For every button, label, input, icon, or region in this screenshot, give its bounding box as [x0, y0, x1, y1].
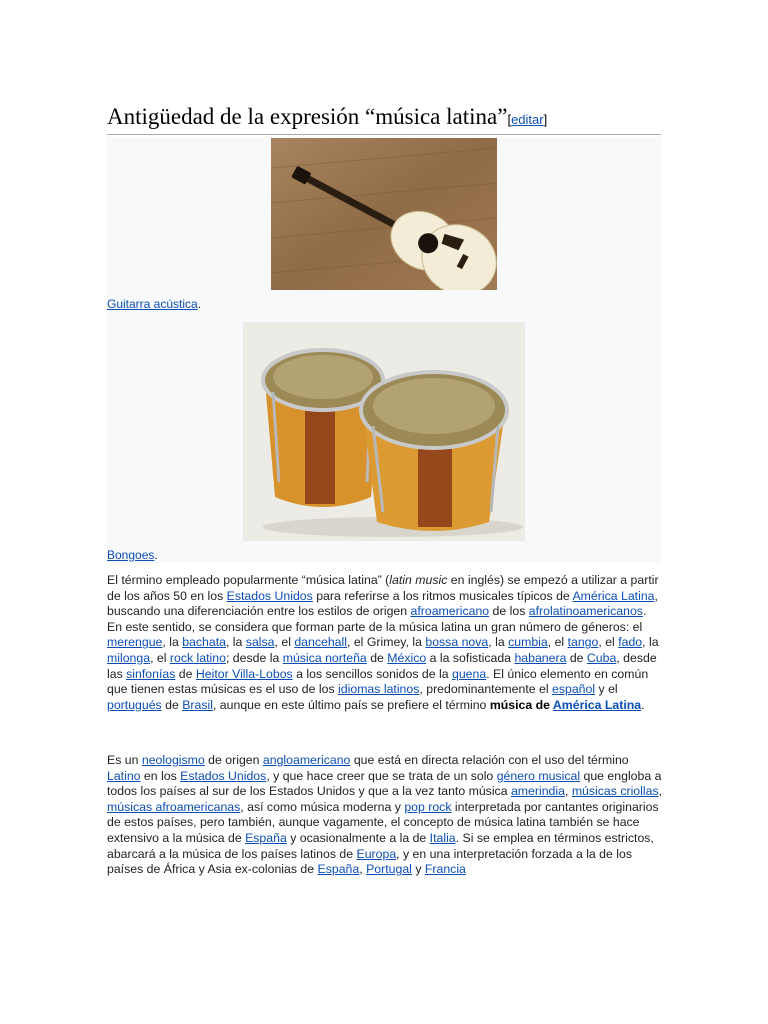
link-espanol[interactable]: español [552, 682, 596, 697]
link-brasil[interactable]: Brasil [182, 697, 213, 712]
section-heading [107, 104, 661, 135]
paragraph-neologism: Es un neologismo de origen angloamericano que está en directa relación con el uso del término Latino en los Estados Unidos, y que hace creer que se trata de un solo género musical que engloba a todos los países al sur de los Estados Unidos y que a la vez tanto música amerindia, músicas criollas, músicas afroamericanas, así como música moderna y pop rock interpretada por cantantes originarios de estos países, pero también, aunque vagamente, el concepto de música latina también se hace extensivo a la música de España y ocasionalmente a la de Italia. Si se emplea en términos estrictos, abarcará a la música de los países latinos de Europa, y en una interpretación forzada a la de los países de África y Asia ex-colonias de España, Portugal y Francia [107, 753, 663, 877]
link-heitor-villa-lobos[interactable]: Heitor Villa-Lobos [195, 666, 293, 681]
link-europa[interactable]: Europa [356, 846, 397, 861]
link-habanera[interactable]: habanera [514, 650, 567, 665]
link-afrolatinoamericanos[interactable]: afrolatinoamericanos [528, 604, 643, 619]
link-estados-unidos[interactable]: Estados Unidos [226, 588, 313, 603]
link-espana-2[interactable]: España [317, 862, 360, 877]
link-estados-unidos-2[interactable]: Estados Unidos [180, 768, 267, 783]
link-latino[interactable]: Latino [107, 768, 141, 783]
link-musica-nortena[interactable]: música norteña [282, 650, 367, 665]
link-afroamericano[interactable]: afroamericano [410, 604, 490, 619]
link-idiomas-latinos[interactable]: idiomas latinos [338, 682, 420, 697]
link-rock-latino[interactable]: rock latino [169, 650, 226, 665]
section-title: Antigüedad de la expresión “música latina” [107, 104, 508, 129]
paragraph-origin: El término empleado popularmente “música latina” (latin music en inglés) se empezó a utilizar a partir de los años 50 en los Estados Unidos para referirse a los ritmos musicales típicos de América Latina, buscando una diferenciación entre los estilos de origen afroamericano de los afrolatinoamericanos. En este sentido, se considera que forman parte de la música latina un gran número de géneros: el merengue, la bachata, la salsa, el dancehall, el Grimey, la bossa nova, la cumbia, el tango, el fado, la milonga, el rock latino; desde la música norteña de México a la sofisticada habanera de Cuba, desde las sinfonías de Heitor Villa-Lobos a los sencillos sonidos de la quena. El único elemento en común que tienen estas músicas es el uso de los idiomas latinos, predominantemente el español y el portugués de Brasil, aunque en este último país se prefiere el término música de América Latina. [107, 573, 659, 712]
figure-caption: Bongoes. [107, 548, 158, 562]
link-amerindia[interactable]: amerindia [510, 784, 565, 799]
link-angloamericano[interactable]: angloamericano [262, 753, 351, 767]
link-bachata[interactable]: bachata [182, 635, 226, 650]
link-tango[interactable]: tango [567, 635, 599, 650]
link-dancehall[interactable]: dancehall [294, 635, 347, 650]
guitar-image [271, 138, 497, 290]
link-neologismo[interactable]: neologismo [141, 753, 205, 767]
link-bossa-nova[interactable]: bossa nova [425, 635, 489, 650]
link-america-latina-bold[interactable]: América Latina [552, 697, 642, 712]
link-merengue[interactable]: merengue [107, 635, 163, 650]
link-quena[interactable]: quena [451, 666, 487, 681]
link-cuba[interactable]: Cuba [586, 650, 617, 665]
caption-link-guitar[interactable]: Guitarra acústica [107, 297, 198, 311]
link-fado[interactable]: fado [618, 635, 643, 650]
link-francia[interactable]: Francia [424, 862, 466, 877]
caption-link-bongo[interactable]: Bongoes [107, 548, 155, 562]
link-america-latina[interactable]: América Latina [572, 588, 655, 603]
figure-caption: Guitarra acústica. [107, 297, 202, 311]
link-pop-rock[interactable]: pop rock [404, 799, 452, 814]
edit-link[interactable]: editar [511, 112, 544, 127]
link-milonga[interactable]: milonga [107, 650, 151, 665]
link-portugal[interactable]: Portugal [366, 862, 412, 877]
edit-section: [editar] [507, 112, 548, 127]
link-sinfonias[interactable]: sinfonías [126, 666, 176, 681]
bongo-image [243, 322, 525, 541]
link-musicas-afroamericanas[interactable]: músicas afroamericanas [107, 799, 241, 814]
link-cumbia[interactable]: cumbia [508, 635, 548, 650]
link-mexico[interactable]: México [387, 650, 427, 665]
link-espana[interactable]: España [245, 830, 287, 845]
link-portugues[interactable]: portugués [107, 697, 162, 712]
link-italia[interactable]: Italia [429, 830, 456, 845]
link-musicas-criollas[interactable]: músicas criollas [571, 784, 659, 799]
link-genero-musical[interactable]: género musical [496, 768, 581, 783]
link-salsa[interactable]: salsa [245, 635, 275, 650]
